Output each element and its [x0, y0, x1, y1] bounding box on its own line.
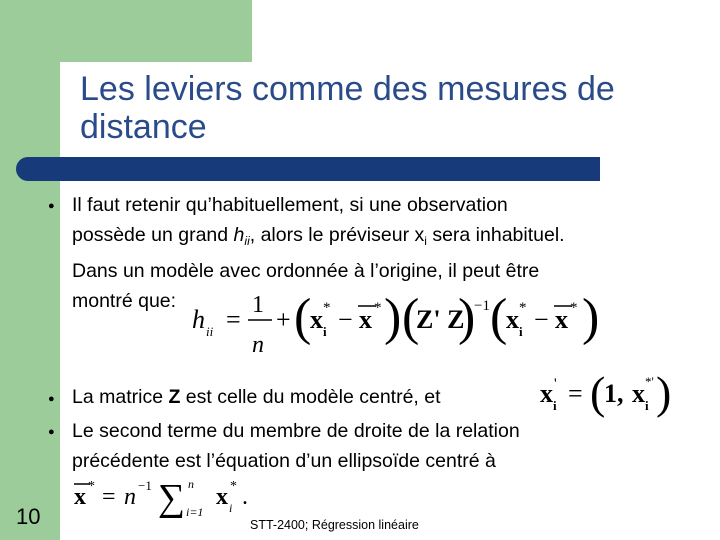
svg-text:(: (	[490, 289, 508, 346]
footer-text: STT-2400; Régression linéaire	[250, 518, 419, 532]
slide-number: 10	[16, 504, 41, 529]
svg-text:i: i	[519, 324, 523, 339]
svg-text:x: x	[359, 305, 372, 334]
svg-text:(: (	[294, 289, 312, 346]
svg-text:=: =	[102, 484, 116, 510]
svg-text:.: .	[242, 484, 248, 510]
svg-text:−1: −1	[138, 478, 152, 493]
svg-text:x: x	[540, 379, 553, 408]
bullet-1-line-1: Il faut retenir qu’habituellement, si une observation	[72, 194, 508, 216]
bullet-2-icon: ●	[48, 393, 55, 405]
svg-text:): )	[656, 367, 672, 418]
svg-text:): )	[582, 289, 600, 346]
svg-text:): )	[458, 289, 476, 346]
svg-text:): )	[384, 289, 402, 346]
leverage-formula	[188, 284, 608, 360]
svg-text:i: i	[553, 398, 557, 413]
bullet-3-icon: ●	[48, 426, 55, 438]
svg-text:=: =	[568, 379, 583, 408]
green-header-block	[0, 0, 252, 62]
svg-text:1: 1	[252, 292, 264, 318]
svg-text:n: n	[124, 484, 136, 510]
svg-text:x: x	[506, 305, 519, 334]
svg-text:ii: ii	[206, 324, 214, 339]
slide-title	[80, 70, 700, 146]
svg-text:−1: −1	[474, 298, 490, 314]
svg-text:*: *	[323, 300, 331, 316]
svg-text:1,: 1,	[604, 379, 624, 408]
svg-text:(: (	[590, 367, 606, 418]
svg-text:*: *	[519, 300, 527, 316]
svg-text:=: =	[226, 305, 241, 334]
svg-text:': '	[554, 376, 557, 392]
bullet-3-line-2: précédente est l’équation d’un ellipsoïde centré à	[72, 450, 496, 472]
svg-text:x: x	[632, 379, 645, 408]
green-sidebar	[0, 62, 60, 540]
bullet-3-text	[72, 416, 702, 476]
formula-h: h	[192, 305, 205, 334]
bullet-1-line-4: montré que:	[72, 290, 177, 312]
svg-text:x: x	[216, 484, 228, 510]
svg-text:x: x	[310, 305, 323, 334]
title-divider-bar	[16, 157, 600, 181]
svg-text:i: i	[323, 324, 327, 339]
title-line-1: Les leviers comme des mesures de	[80, 70, 615, 108]
svg-text:∑: ∑	[158, 477, 186, 519]
svg-text:*: *	[374, 300, 382, 316]
title-line-2: distance	[80, 108, 207, 146]
svg-text:(: (	[402, 289, 420, 346]
bullet-1-line-2: possède un grand $h_{ii}$, alors le préviseur $x_i$ sera inhabituel.	[72, 224, 565, 248]
svg-text:*': *'	[645, 374, 654, 389]
svg-text:*: *	[230, 479, 237, 494]
svg-text:i: i	[229, 501, 233, 515]
bullet-1-icon: ●	[48, 200, 55, 212]
bullet-1-line-3: Dans un modèle avec ordonnée à l’origine, il peut être	[72, 260, 540, 282]
centered-row-formula	[536, 367, 672, 418]
svg-text:−: −	[534, 305, 549, 334]
mean-formula	[70, 474, 256, 520]
svg-text:*: *	[88, 479, 95, 494]
svg-text:+: +	[276, 305, 291, 334]
svg-text:x: x	[74, 484, 86, 510]
bullet-3-line-1: Le second terme du membre de droite de la relation	[72, 420, 520, 442]
svg-text:Z' Z: Z' Z	[416, 305, 465, 334]
svg-text:i: i	[645, 398, 649, 413]
svg-text:x: x	[555, 305, 568, 334]
svg-text:*: *	[570, 300, 578, 316]
svg-text:−: −	[338, 305, 353, 334]
svg-text:n: n	[252, 332, 264, 358]
bullet-2-text: La matrice Z est celle du modèle centré, et	[72, 386, 441, 408]
svg-text:i=1: i=1	[186, 505, 204, 519]
svg-text:n: n	[188, 477, 194, 491]
